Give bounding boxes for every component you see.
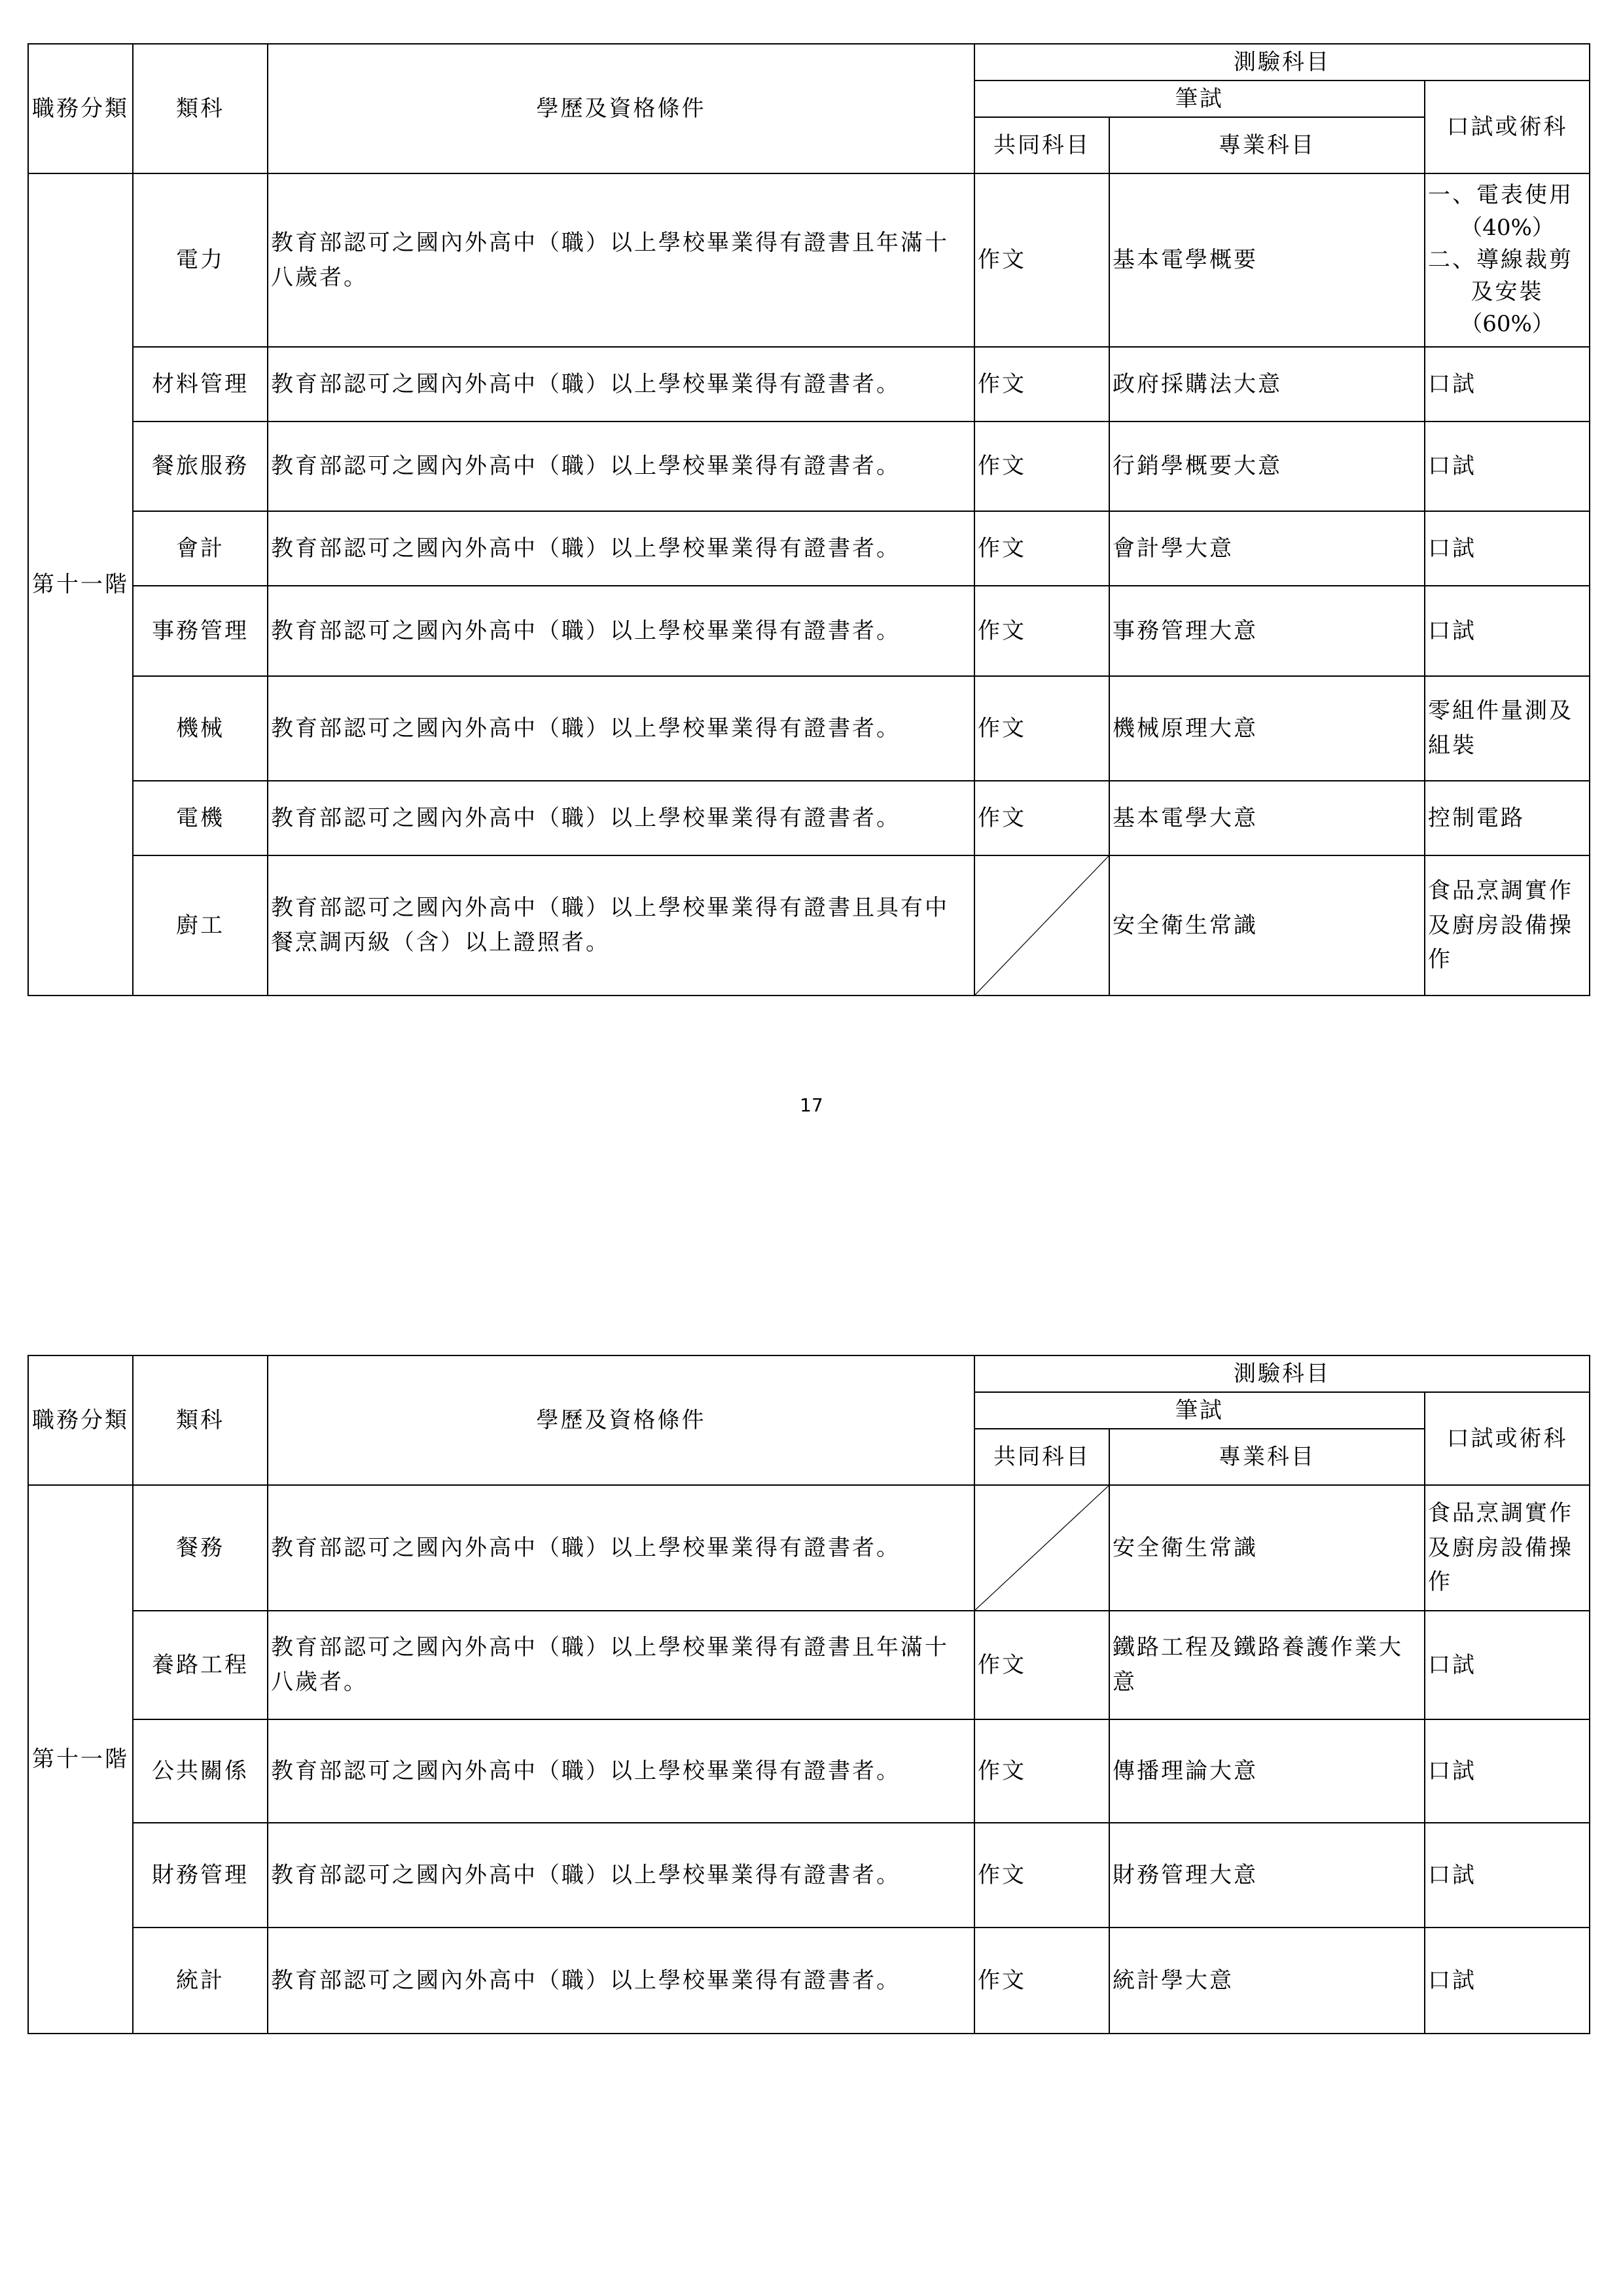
oral-line: （40%） [1460, 214, 1554, 241]
table-row [28, 1611, 1590, 1719]
oral-skill-cell: 零組件量測及組裝 [1425, 676, 1590, 781]
oral-skill-cell: 口試 [1425, 511, 1590, 586]
common-subject-cell: 作文 [974, 586, 1109, 676]
table-row [28, 511, 1590, 586]
qualification-cell: 教育部認可之國內外高中（職）以上學校畢業得有證書者。 [268, 781, 974, 855]
oral-skill-cell: 食品烹調實作及廚房設備操作 [1425, 1485, 1590, 1611]
header-exam-subjects: 測驗科目 [974, 1355, 1590, 1392]
qualification-cell: 教育部認可之國內外高中（職）以上學校畢業得有證書者。 [268, 422, 974, 511]
oral-skill-cell: 口試 [1425, 1719, 1590, 1823]
header-oral-or-skill: 口試或術科 [1425, 1392, 1590, 1485]
qualification-cell: 教育部認可之國內外高中（職）以上學校畢業得有證書者。 [268, 676, 974, 781]
exam-table-1 [27, 43, 1590, 996]
oral-skill-cell: 口試 [1425, 1928, 1590, 2034]
common-subject-cell: 作文 [974, 1928, 1109, 2034]
table-row [28, 1823, 1590, 1928]
oral-skill-cell: 口試 [1425, 1823, 1590, 1928]
qualification-cell: 教育部認可之國內外高中（職）以上學校畢業得有證書者。 [268, 1928, 974, 2034]
header-subject: 類科 [133, 44, 268, 173]
common-subject-cell-empty [974, 1485, 1109, 1611]
oral-skill-cell: 口試 [1425, 586, 1590, 676]
professional-subject-cell: 會計學大意 [1109, 511, 1425, 586]
common-subject-cell: 作文 [974, 676, 1109, 781]
header-qualification: 學歷及資格條件 [268, 1355, 974, 1485]
header-category: 職務分類 [28, 44, 133, 173]
header-professional: 專業科目 [1109, 117, 1425, 173]
subject-cell: 餐務 [133, 1485, 268, 1611]
oral-line: 二、導線裁剪 [1428, 246, 1573, 273]
header-professional: 專業科目 [1109, 1429, 1425, 1485]
table-row [28, 347, 1590, 422]
professional-subject-cell: 事務管理大意 [1109, 586, 1425, 676]
professional-subject-cell: 安全衛生常識 [1109, 855, 1425, 996]
table-row [28, 676, 1590, 781]
subject-cell: 廚工 [133, 855, 268, 996]
table-row [28, 781, 1590, 855]
oral-line: （60%） [1460, 311, 1554, 338]
professional-subject-cell: 傳播理論大意 [1109, 1719, 1425, 1823]
qualification-cell: 教育部認可之國內外高中（職）以上學校畢業得有證書者。 [268, 1485, 974, 1611]
subject-cell: 機械 [133, 676, 268, 781]
exam-table-2 [27, 1355, 1590, 2034]
common-subject-cell-empty [974, 855, 1109, 996]
subject-cell: 電機 [133, 781, 268, 855]
page-number: 17 [800, 1094, 823, 1116]
oral-line: 及安裝 [1471, 279, 1544, 306]
common-subject-cell: 作文 [974, 173, 1109, 347]
professional-subject-cell: 基本電學大意 [1109, 781, 1425, 855]
qualification-cell: 教育部認可之國內外高中（職）以上學校畢業得有證書且具有中餐烹調丙級（含）以上證照者。 [268, 855, 974, 996]
professional-subject-cell: 機械原理大意 [1109, 676, 1425, 781]
subject-cell: 財務管理 [133, 1823, 268, 1928]
subject-cell: 餐旅服務 [133, 422, 268, 511]
common-subject-cell: 作文 [974, 1823, 1109, 1928]
table-row [28, 1485, 1590, 1611]
qualification-cell: 教育部認可之國內外高中（職）以上學校畢業得有證書者。 [268, 1719, 974, 1823]
subject-cell: 電力 [133, 173, 268, 347]
oral-skill-cell: 控制電路 [1425, 781, 1590, 855]
common-subject-cell: 作文 [974, 511, 1109, 586]
common-subject-cell: 作文 [974, 422, 1109, 511]
qualification-cell: 教育部認可之國內外高中（職）以上學校畢業得有證書且年滿十八歲者。 [268, 1611, 974, 1719]
qualification-cell: 教育部認可之國內外高中（職）以上學校畢業得有證書者。 [268, 586, 974, 676]
header-qualification: 學歷及資格條件 [268, 44, 974, 173]
header-common: 共同科目 [974, 1429, 1109, 1485]
subject-cell: 材料管理 [133, 347, 268, 422]
group-label: 第十一階 [28, 173, 133, 996]
table-row [28, 1719, 1590, 1823]
header-category: 職務分類 [28, 1355, 133, 1485]
subject-cell: 事務管理 [133, 586, 268, 676]
common-subject-cell: 作文 [974, 1611, 1109, 1719]
subject-cell: 公共關係 [133, 1719, 268, 1823]
professional-subject-cell: 統計學大意 [1109, 1928, 1425, 2034]
qualification-cell: 教育部認可之國內外高中（職）以上學校畢業得有證書且年滿十八歲者。 [268, 173, 974, 347]
table-row [28, 173, 1590, 347]
qualification-cell: 教育部認可之國內外高中（職）以上學校畢業得有證書者。 [268, 347, 974, 422]
common-subject-cell: 作文 [974, 1719, 1109, 1823]
oral-skill-cell: 口試 [1425, 347, 1590, 422]
header-written: 筆試 [974, 1392, 1425, 1429]
qualification-cell: 教育部認可之國內外高中（職）以上學校畢業得有證書者。 [268, 511, 974, 586]
header-subject: 類科 [133, 1355, 268, 1485]
professional-subject-cell: 安全衛生常識 [1109, 1485, 1425, 1611]
header-oral-or-skill: 口試或術科 [1425, 81, 1590, 173]
subject-cell: 養路工程 [133, 1611, 268, 1719]
group-label: 第十一階 [28, 1485, 133, 2034]
common-subject-cell: 作文 [974, 347, 1109, 422]
oral-skill-cell: 口試 [1425, 1611, 1590, 1719]
common-subject-cell: 作文 [974, 781, 1109, 855]
subject-cell: 會計 [133, 511, 268, 586]
professional-subject-cell: 基本電學概要 [1109, 173, 1425, 347]
oral-skill-cell: 食品烹調實作及廚房設備操作 [1425, 855, 1590, 996]
professional-subject-cell: 政府採購法大意 [1109, 347, 1425, 422]
subject-cell: 統計 [133, 1928, 268, 2034]
header-exam-subjects: 測驗科目 [974, 44, 1590, 81]
oral-skill-cell [1425, 173, 1590, 347]
professional-subject-cell: 財務管理大意 [1109, 1823, 1425, 1928]
header-written: 筆試 [974, 81, 1425, 117]
qualification-cell: 教育部認可之國內外高中（職）以上學校畢業得有證書者。 [268, 1823, 974, 1928]
table-row [28, 586, 1590, 676]
header-common: 共同科目 [974, 117, 1109, 173]
oral-skill-cell: 口試 [1425, 422, 1590, 511]
table-row [28, 422, 1590, 511]
oral-line: 一、電表使用 [1428, 182, 1573, 209]
professional-subject-cell: 鐵路工程及鐵路養護作業大意 [1109, 1611, 1425, 1719]
table-row [28, 1928, 1590, 2034]
diagonal-slash [975, 856, 1109, 995]
professional-subject-cell: 行銷學概要大意 [1109, 422, 1425, 511]
diagonal-slash [975, 1486, 1109, 1610]
table-row [28, 855, 1590, 996]
